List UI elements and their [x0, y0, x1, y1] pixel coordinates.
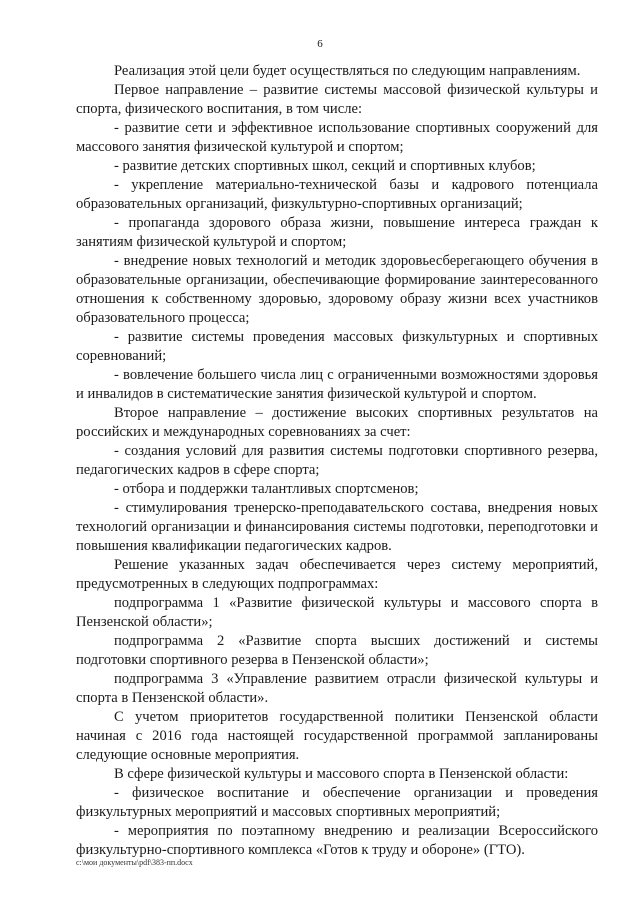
list-item: - создания условий для развития системы подготовки спортивного резерва, педагогических кадров в сфере спорта; — [76, 443, 598, 478]
subprogram-item: подпрограмма 1 «Развитие физической культуры и массового спорта в Пензенской области»; — [76, 595, 598, 630]
paragraph: Первое направление – развитие системы массовой физической культуры и спорта, физического воспитания, в том числе: — [76, 82, 598, 117]
list-item: - отбора и поддержки талантливых спортсменов; — [114, 481, 419, 497]
paragraph: Решение указанных задач обеспечивается через систему мероприятий, предусмотренных в следующих подпрограммах: — [76, 557, 598, 592]
list-item: - внедрение новых технологий и методик здоровьесберегающего обучения в образовательные организации, обеспечивающие формирование заинтересованного отношения к собственному здоровью, здоровому образу жизни всех участников образовательного процесса; — [76, 253, 598, 326]
paragraph: Реализация этой цели будет осуществляться по следующим направлениям. — [114, 63, 581, 79]
list-item: - физическое воспитание и обеспечение организации и проведения физкультурных мероприятий и массовых спортивных мероприятий; — [76, 785, 598, 820]
list-item: - стимулирования тренерско-преподавательского состава, внедрения новых технологий организации и финансирования системы подготовки, переподготовки и повышения квалификации педагогических кадров. — [76, 500, 598, 554]
subprogram-item: подпрограмма 2 «Развитие спорта высших достижений и системы подготовки спортивного резерва в Пензенской области»; — [76, 633, 598, 668]
list-item: - вовлечение большего числа лиц с ограниченными возможностями здоровья и инвалидов в систематические занятия физической культурой и спортом. — [76, 367, 598, 402]
page-number: 6 — [317, 38, 323, 50]
list-item: - укрепление материально-технической базы и кадрового потенциала образовательных организаций, физкультурно-спортивных организаций; — [76, 177, 598, 212]
subprogram-item: подпрограмма 3 «Управление развитием отрасли физической культуры и спорта в Пензенской области». — [76, 671, 598, 706]
list-item: - развитие сети и эффективное использование спортивных сооружений для массового занятия физической культурой и спортом; — [76, 120, 598, 155]
footer-file-path: c:\мои документы\pdf\383-пп.docx — [76, 858, 193, 867]
document-body — [76, 62, 598, 860]
paragraph: Второе направление – достижение высоких спортивных результатов на российских и международных соревнованиях за счет: — [76, 405, 598, 440]
list-item: - пропаганда здорового образа жизни, повышение интереса граждан к занятиям физической культурой и спортом; — [76, 215, 598, 250]
list-item: - развитие детских спортивных школ, секций и спортивных клубов; — [114, 158, 536, 174]
paragraph: С учетом приоритетов государственной политики Пензенской области начиная с 2016 года настоящей государственной программой запланированы следующие основные мероприятия. — [76, 709, 598, 763]
list-item: - мероприятия по поэтапному внедрению и реализации Всероссийского физкультурно-спортивного комплекса «Готов к труду и обороне» (ГТО). — [76, 823, 598, 858]
list-item: - развитие системы проведения массовых физкультурных и спортивных соревнований; — [76, 329, 598, 364]
paragraph: В сфере физической культуры и массового спорта в Пензенской области: — [114, 766, 569, 782]
